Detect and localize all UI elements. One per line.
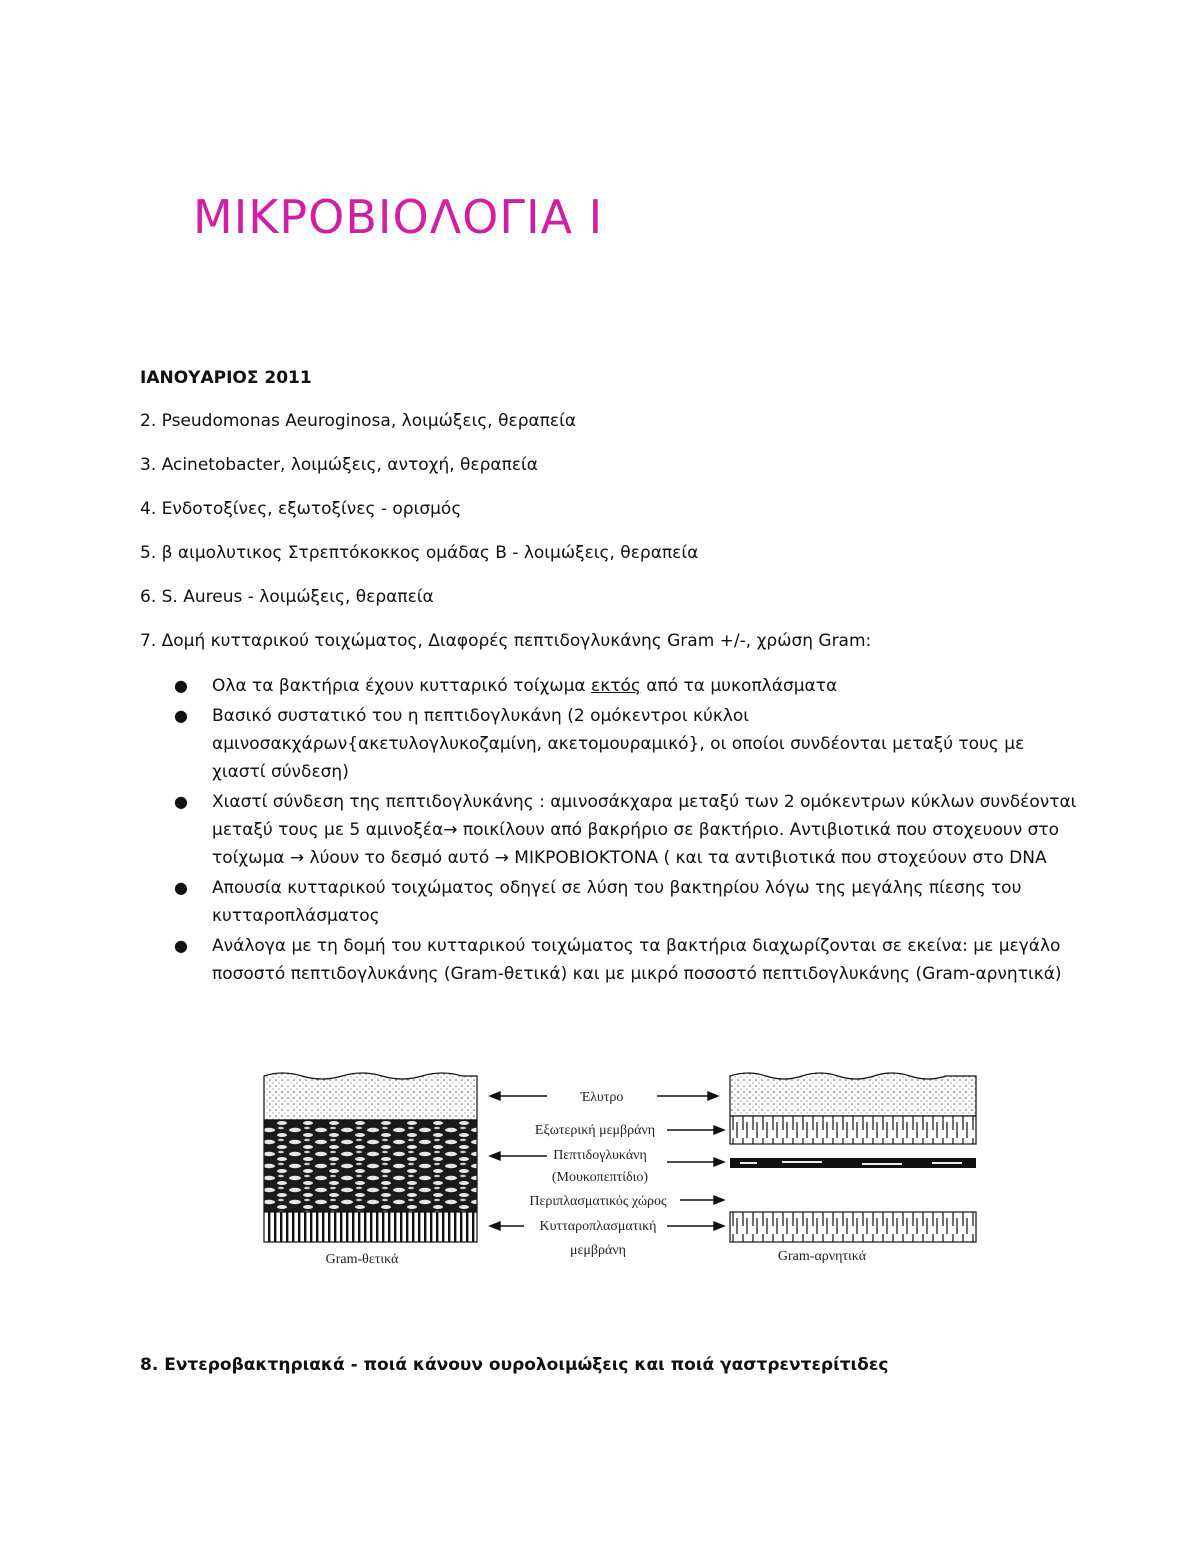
bullet-dot-icon: ● — [174, 936, 188, 955]
bullet-list — [140, 672, 1080, 988]
question-text: S. Aureus - λοιμώξεις, θεραπεία — [161, 587, 434, 607]
label-gram-negative: Gram-αρνητικά — [777, 1249, 867, 1264]
question-text: Εντεροβακτηριακά - ποιά κάνουν ουρολοιμώξεις και ποιά γαστρεντερίτιδες — [164, 1355, 889, 1375]
bullet-text: από τα μυκοπλάσματα — [640, 676, 838, 696]
label-membrane: μεμβράνη — [570, 1243, 626, 1258]
question-4 — [140, 499, 461, 519]
gram-negative-wall — [730, 1073, 976, 1242]
bullet-dot-icon: ● — [174, 878, 188, 897]
question-8 — [140, 1355, 888, 1375]
label-periplasmic: Περιπλασματικός χώρος — [529, 1194, 667, 1209]
bullet-item — [140, 702, 1080, 786]
question-number: 3. — [140, 455, 157, 475]
question-number: 2. — [140, 411, 157, 431]
question-7 — [140, 631, 871, 651]
bullet-text: Βασικό συστατικό του η πεπτιδογλυκάνη (2 ομόκεντροι κύκλοι αμινοσακχάρων{ακετυλογλυκοζαμίνη, ακετομουραμικό}, οι οποίοι συνδέονται μεταξύ τους με χιαστί σύνδεση) — [212, 706, 1025, 782]
label-capsule: Έλυτρο — [580, 1090, 624, 1105]
document-title: ΜΙΚΡΟΒΙΟΛΟΓΙΑ Ι — [193, 190, 604, 244]
label-peptidoglycan: Πεπτιδογλυκάνη — [553, 1148, 647, 1163]
cell-wall-diagram — [262, 1066, 982, 1276]
question-text: Pseudomonas Aeuroginosa, λοιμώξεις, θεραπεία — [161, 411, 577, 431]
question-text: β αιμολυτικος Στρεπτόκοκκος ομάδας Β - λοιμώξεις, θεραπεία — [161, 543, 699, 563]
question-number: 4. — [140, 499, 157, 519]
bullet-dot-icon: ● — [174, 792, 188, 811]
bullet-dot-icon: ● — [174, 706, 188, 725]
underlined-word: εκτός — [591, 676, 641, 696]
question-5 — [140, 543, 698, 563]
question-text: Acinetobacter, λοιμώξεις, αντοχή, θεραπεία — [161, 455, 538, 475]
bullet-text: Ολα τα βακτήρια έχουν κυτταρικό τοίχωμα — [212, 676, 592, 696]
question-number: 6. — [140, 587, 157, 607]
question-3 — [140, 455, 538, 475]
label-mucopeptide: (Μουκοπεπτίδιο) — [551, 1170, 649, 1185]
bullet-item — [140, 672, 1080, 700]
question-6 — [140, 587, 434, 607]
question-number: 8. — [140, 1355, 159, 1375]
question-number: 7. — [140, 631, 157, 651]
label-cytoplasmic-membrane: Κυτταροπλασματική — [539, 1219, 657, 1234]
label-gram-positive: Gram-θετικά — [325, 1252, 399, 1267]
label-outer-membrane: Εξωτερική μεμβράνη — [534, 1123, 656, 1138]
bullet-item — [140, 788, 1080, 872]
bullet-item — [140, 932, 1080, 988]
gram-positive-wall — [264, 1073, 477, 1242]
section-heading: ΙΑΝΟΥΑΡΙΟΣ 2011 — [140, 368, 312, 388]
bullet-text: Ανάλογα με τη δομή του κυτταρικού τοιχώματος τα βακτήρια διαχωρίζονται σε εκείνα: με μεγάλο ποσοστό πεπτιδογλυκάνης (Gram-θετικά) και με μικρό ποσοστό πεπτιδογλυκάνης (Gram-αρνητικά) — [212, 936, 1062, 984]
bullet-text: Απουσία κυτταρικού τοιχώματος οδηγεί σε λύση του βακτηρίου λόγω της μεγάλης πίεσης του κυτταροπλάσματος — [212, 878, 1022, 926]
bullet-dot-icon: ● — [174, 676, 188, 695]
bullet-text: Χιαστί σύνδεση της πεπτιδογλυκάνης : αμινοσάκχαρα μεταξύ των 2 ομόκεντρων κύκλων συνδέονται μεταξύ τους με 5 αμινοξέα→ ποικίλουν από βακρήριο σε βακτήριο. Αντιβιοτικά που στοχευουν στο τοίχωμα → λύουν το δεσμό αυτό → ΜΙΚΡΟΒΙΟΚΤΟΝΑ ( και τα αντιβιοτικά που στοχεύουν στο DNA — [212, 792, 1077, 868]
question-text: Ενδοτοξίνες, εξωτοξίνες - ορισμός — [161, 499, 462, 519]
question-number: 5. — [140, 543, 157, 563]
question-text: Δομή κυτταρικού τοιχώματος, Διαφορές πεπτιδογλυκάνης Gram +/-, χρώση Gram: — [161, 631, 872, 651]
bullet-item — [140, 874, 1080, 930]
question-2 — [140, 411, 576, 431]
